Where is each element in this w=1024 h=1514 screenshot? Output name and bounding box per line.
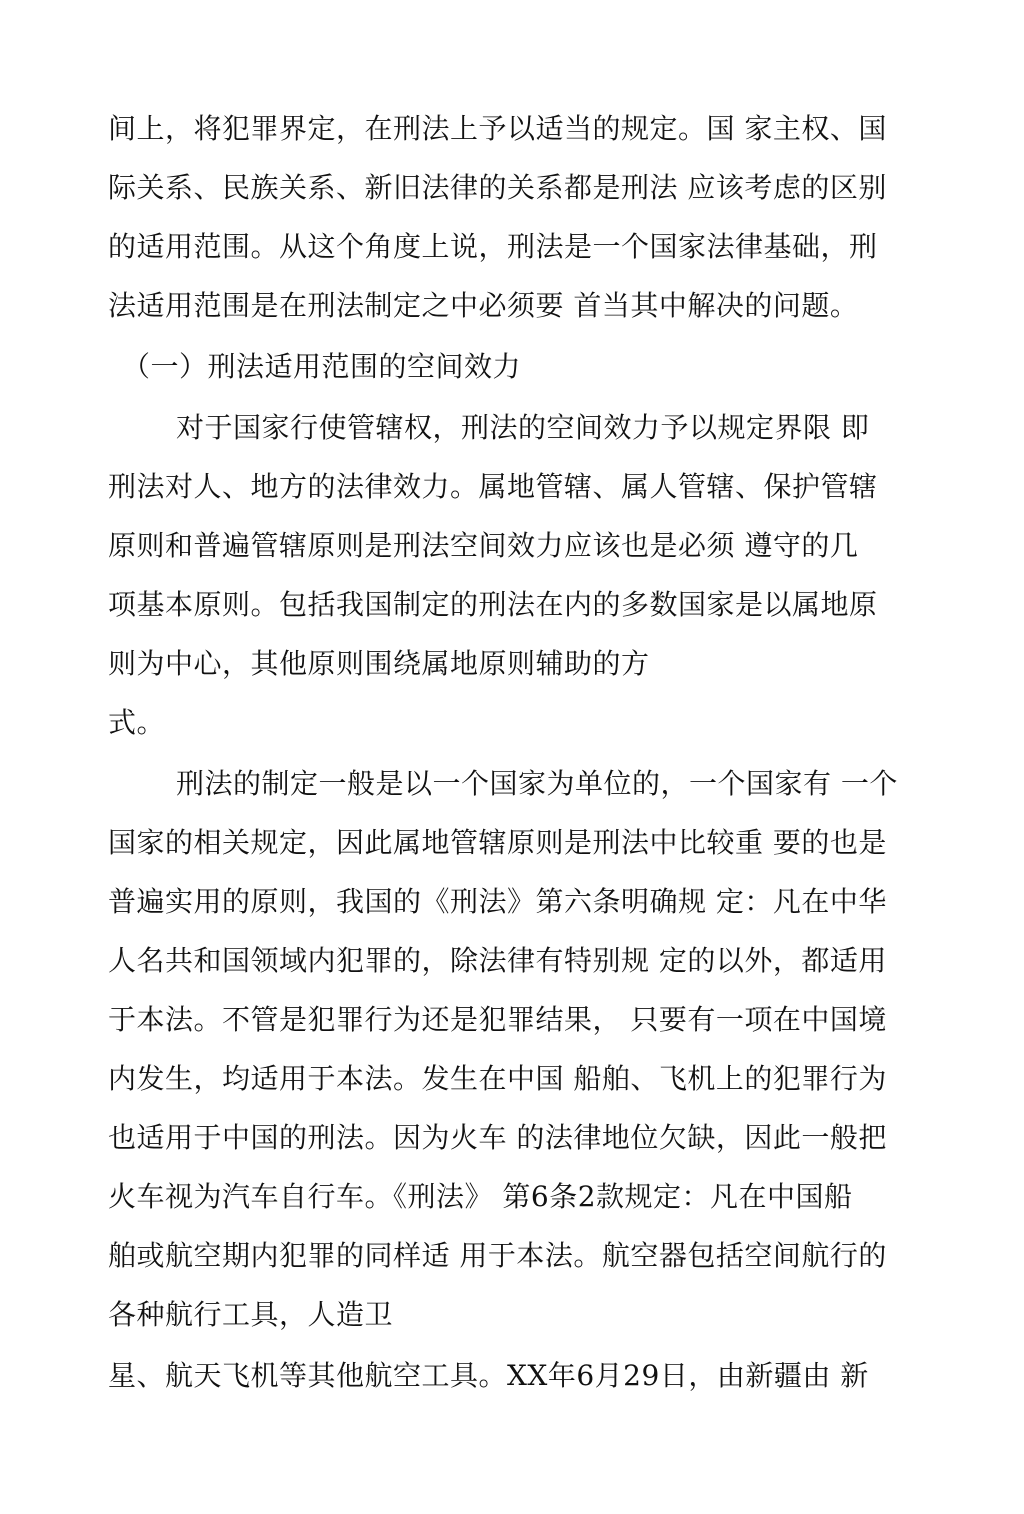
text-line-10: 则为中心，其他原则围绕属地原则辅助的方 (108, 647, 650, 680)
text-line-8: 原则和普遍管辖原则是刑法空间效力应该也是必须 遵守的几 (108, 529, 859, 562)
text-line-16: 于本法。不管是犯罪行为还是犯罪结果， 只要有一项在中国境 (108, 1003, 887, 1036)
text-line-1: 间上，将犯罪界定，在刑法上予以适当的规定。国 家主权、国 (108, 112, 887, 145)
text-line-21: 各种航行工具，人造卫 (108, 1298, 394, 1331)
text-line-9: 项基本原则。包括我国制定的刑法在内的多数国家是以属地原 (108, 588, 878, 621)
text-line-11: 式。 (108, 706, 166, 739)
paragraph-start-2: 刑法的制定一般是以一个国家为单位的，一个国家有 一个 (176, 767, 898, 800)
paragraph-start-1: 对于国家行使管辖权，刑法的空间效力予以规定界限 即 (176, 411, 870, 444)
text-line-19: 火车视为汽车自行车。《刑法》 第6条2款规定：凡在中国船 (108, 1180, 853, 1213)
text-line-14: 普遍实用的原则，我国的《刑法》第六条明确规 定：凡在中华 (108, 885, 887, 918)
section-heading: （一）刑法适用范围的空间效力 (122, 350, 522, 383)
text-line-20: 舶或航空期内犯罪的同样适 用于本法。航空器包括空间航行的 (108, 1239, 887, 1272)
text-line-4: 法适用范围是在刑法制定之中必须要 首当其中解决的问题。 (108, 289, 859, 322)
text-line-2: 际关系、民族关系、新旧法律的关系都是刑法 应该考虑的区别 (108, 171, 887, 204)
text-line-3: 的适用范围。从这个角度上说，刑法是一个国家法律基础，刑 (108, 230, 878, 263)
text-line-17: 内发生，均适用于本法。发生在中国 船舶、飞机上的犯罪行为 (108, 1062, 887, 1095)
text-line-13: 国家的相关规定，因此属地管辖原则是刑法中比较重 要的也是 (108, 826, 887, 859)
text-line-18: 也适用于中国的刑法。因为火车 的法律地位欠缺，因此一般把 (108, 1121, 887, 1154)
text-line-22: 星、航天飞机等其他航空工具。XX年6月29日，由新疆由 新 (108, 1359, 869, 1392)
text-line-7: 刑法对人、地方的法律效力。属地管辖、属人管辖、保护管辖 (108, 470, 878, 503)
text-line-15: 人名共和国领域内犯罪的，除法律有特别规 定的以外，都适用 (108, 944, 887, 977)
